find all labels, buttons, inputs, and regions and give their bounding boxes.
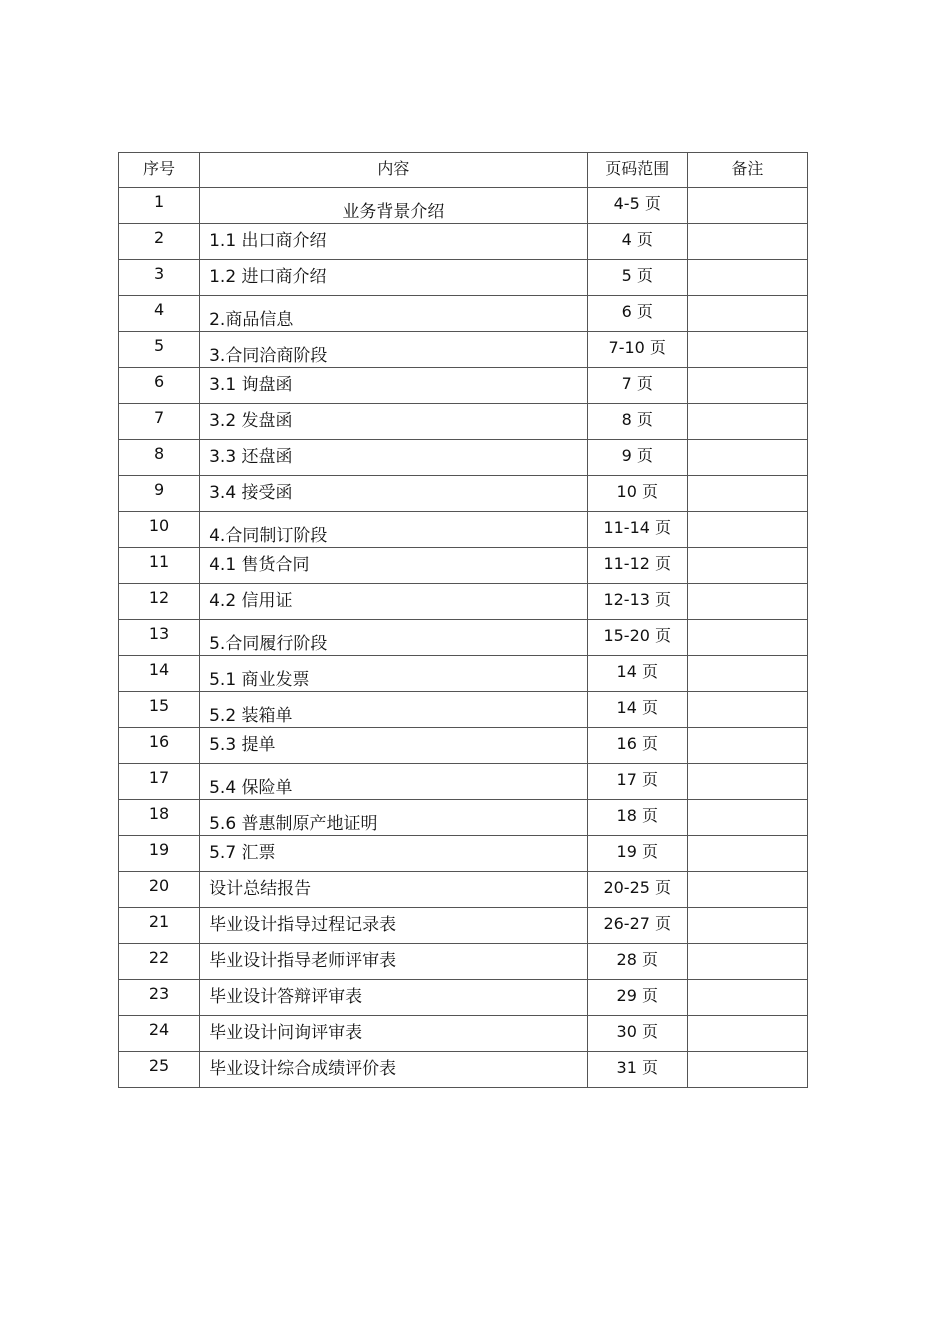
row-number: 16 bbox=[119, 728, 200, 764]
row-notes bbox=[687, 404, 807, 440]
row-page-range: 14 页 bbox=[587, 692, 687, 728]
row-notes bbox=[687, 224, 807, 260]
table-row bbox=[119, 620, 808, 656]
table-row bbox=[119, 368, 808, 404]
row-page-range: 19 页 bbox=[587, 836, 687, 872]
header-pages: 页码范围 bbox=[587, 153, 687, 188]
row-page-range: 16 页 bbox=[587, 728, 687, 764]
table-row bbox=[119, 404, 808, 440]
row-page-range: 30 页 bbox=[587, 1016, 687, 1052]
row-page-range: 18 页 bbox=[587, 800, 687, 836]
row-notes bbox=[687, 584, 807, 620]
row-number: 21 bbox=[119, 908, 200, 944]
row-number: 7 bbox=[119, 404, 200, 440]
table-row bbox=[119, 188, 808, 224]
row-number: 8 bbox=[119, 440, 200, 476]
row-number: 25 bbox=[119, 1052, 200, 1088]
row-content: 3.4 接受函 bbox=[200, 476, 588, 512]
row-notes bbox=[687, 728, 807, 764]
row-number: 10 bbox=[119, 512, 200, 548]
row-page-range: 11-14 页 bbox=[587, 512, 687, 548]
table-row bbox=[119, 1016, 808, 1052]
table-row bbox=[119, 944, 808, 980]
row-notes bbox=[687, 296, 807, 332]
table-row bbox=[119, 836, 808, 872]
row-number: 24 bbox=[119, 1016, 200, 1052]
row-notes bbox=[687, 1016, 807, 1052]
header-no: 序号 bbox=[119, 153, 200, 188]
table-row bbox=[119, 296, 808, 332]
row-content: 毕业设计答辩评审表 bbox=[200, 980, 588, 1016]
row-content: 4.合同制订阶段 bbox=[200, 512, 588, 548]
row-page-range: 28 页 bbox=[587, 944, 687, 980]
row-page-range: 8 页 bbox=[587, 404, 687, 440]
row-number: 20 bbox=[119, 872, 200, 908]
row-notes bbox=[687, 332, 807, 368]
row-page-range: 29 页 bbox=[587, 980, 687, 1016]
row-notes bbox=[687, 188, 807, 224]
table-body bbox=[119, 188, 808, 1088]
row-number: 5 bbox=[119, 332, 200, 368]
row-number: 17 bbox=[119, 764, 200, 800]
row-page-range: 11-12 页 bbox=[587, 548, 687, 584]
table-row bbox=[119, 728, 808, 764]
row-content: 2.商品信息 bbox=[200, 296, 588, 332]
row-number: 3 bbox=[119, 260, 200, 296]
row-content: 设计总结报告 bbox=[200, 872, 588, 908]
row-content: 5.7 汇票 bbox=[200, 836, 588, 872]
row-content: 毕业设计综合成绩评价表 bbox=[200, 1052, 588, 1088]
table-row bbox=[119, 656, 808, 692]
row-content: 1.2 进口商介绍 bbox=[200, 260, 588, 296]
table-row bbox=[119, 332, 808, 368]
row-number: 2 bbox=[119, 224, 200, 260]
row-content: 5.4 保险单 bbox=[200, 764, 588, 800]
row-page-range: 4-5 页 bbox=[587, 188, 687, 224]
row-notes bbox=[687, 368, 807, 404]
table-header-row bbox=[119, 153, 808, 188]
row-page-range: 6 页 bbox=[587, 296, 687, 332]
row-content: 1.1 出口商介绍 bbox=[200, 224, 588, 260]
row-notes bbox=[687, 692, 807, 728]
table-row bbox=[119, 260, 808, 296]
row-content: 5.6 普惠制原产地证明 bbox=[200, 800, 588, 836]
table-row bbox=[119, 440, 808, 476]
row-page-range: 20-25 页 bbox=[587, 872, 687, 908]
row-notes bbox=[687, 836, 807, 872]
row-content: 5.3 提单 bbox=[200, 728, 588, 764]
row-number: 14 bbox=[119, 656, 200, 692]
row-content: 3.1 询盘函 bbox=[200, 368, 588, 404]
row-number: 1 bbox=[119, 188, 200, 224]
row-content: 5.合同履行阶段 bbox=[200, 620, 588, 656]
row-notes bbox=[687, 944, 807, 980]
row-content: 毕业设计指导过程记录表 bbox=[200, 908, 588, 944]
row-content: 5.2 装箱单 bbox=[200, 692, 588, 728]
row-notes bbox=[687, 476, 807, 512]
row-page-range: 7-10 页 bbox=[587, 332, 687, 368]
row-content: 5.1 商业发票 bbox=[200, 656, 588, 692]
row-page-range: 17 页 bbox=[587, 764, 687, 800]
table-row bbox=[119, 692, 808, 728]
row-notes bbox=[687, 620, 807, 656]
row-notes bbox=[687, 260, 807, 296]
row-number: 12 bbox=[119, 584, 200, 620]
row-number: 15 bbox=[119, 692, 200, 728]
row-page-range: 12-13 页 bbox=[587, 584, 687, 620]
row-number: 23 bbox=[119, 980, 200, 1016]
table-row bbox=[119, 764, 808, 800]
table-row bbox=[119, 548, 808, 584]
header-notes: 备注 bbox=[687, 153, 807, 188]
row-number: 11 bbox=[119, 548, 200, 584]
row-page-range: 9 页 bbox=[587, 440, 687, 476]
row-notes bbox=[687, 980, 807, 1016]
row-notes bbox=[687, 440, 807, 476]
row-number: 4 bbox=[119, 296, 200, 332]
table-row bbox=[119, 908, 808, 944]
table-row bbox=[119, 872, 808, 908]
row-notes bbox=[687, 800, 807, 836]
row-number: 6 bbox=[119, 368, 200, 404]
row-number: 18 bbox=[119, 800, 200, 836]
row-notes bbox=[687, 872, 807, 908]
table-row bbox=[119, 584, 808, 620]
row-page-range: 10 页 bbox=[587, 476, 687, 512]
table-row bbox=[119, 476, 808, 512]
row-content: 4.2 信用证 bbox=[200, 584, 588, 620]
row-notes bbox=[687, 512, 807, 548]
header-content: 内容 bbox=[200, 153, 588, 188]
table-row bbox=[119, 224, 808, 260]
row-notes bbox=[687, 908, 807, 944]
row-page-range: 15-20 页 bbox=[587, 620, 687, 656]
table-row bbox=[119, 1052, 808, 1088]
row-page-range: 14 页 bbox=[587, 656, 687, 692]
row-notes bbox=[687, 1052, 807, 1088]
row-number: 22 bbox=[119, 944, 200, 980]
row-notes bbox=[687, 764, 807, 800]
row-notes bbox=[687, 548, 807, 584]
table-row bbox=[119, 800, 808, 836]
row-number: 13 bbox=[119, 620, 200, 656]
row-notes bbox=[687, 656, 807, 692]
row-page-range: 7 页 bbox=[587, 368, 687, 404]
row-content: 毕业设计问询评审表 bbox=[200, 1016, 588, 1052]
row-page-range: 31 页 bbox=[587, 1052, 687, 1088]
row-content: 毕业设计指导老师评审表 bbox=[200, 944, 588, 980]
row-number: 9 bbox=[119, 476, 200, 512]
row-content: 4.1 售货合同 bbox=[200, 548, 588, 584]
row-content: 3.2 发盘函 bbox=[200, 404, 588, 440]
row-content: 3.3 还盘函 bbox=[200, 440, 588, 476]
table-row bbox=[119, 980, 808, 1016]
row-content: 3.合同洽商阶段 bbox=[200, 332, 588, 368]
table-row bbox=[119, 512, 808, 548]
row-page-range: 4 页 bbox=[587, 224, 687, 260]
row-content: 业务背景介绍 bbox=[200, 188, 588, 224]
row-number: 19 bbox=[119, 836, 200, 872]
table-of-contents bbox=[118, 152, 808, 1088]
row-page-range: 5 页 bbox=[587, 260, 687, 296]
row-page-range: 26-27 页 bbox=[587, 908, 687, 944]
